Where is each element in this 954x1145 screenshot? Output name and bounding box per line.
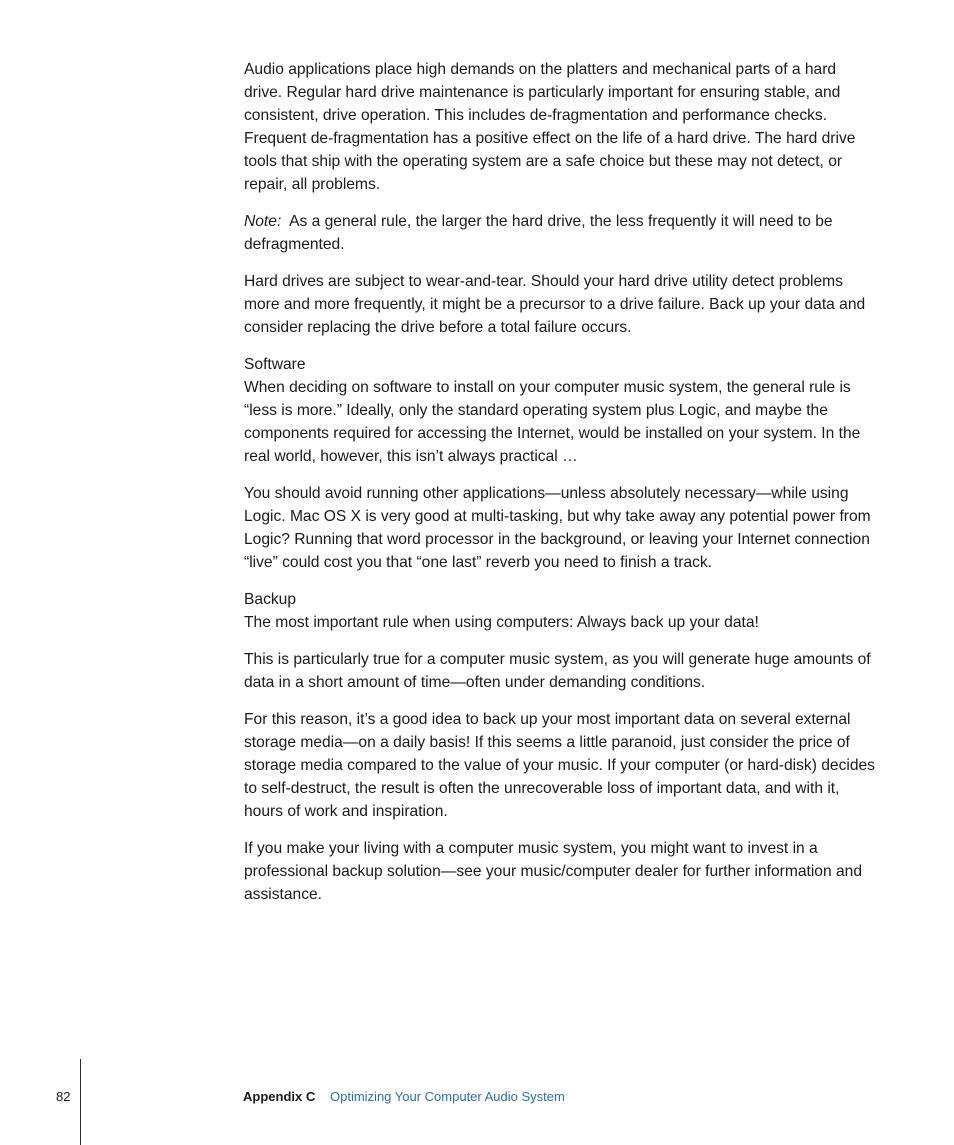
paragraph-backup-music-system: This is particularly true for a computer music system, as you will generate huge amounts of data in a short amount of time—often under demanding conditions. — [244, 651, 871, 691]
footer-chapter-link[interactable]: Optimizing Your Computer Audio System — [330, 1089, 565, 1104]
page-body — [244, 58, 876, 920]
paragraph-backup-professional: If you make your living with a computer music system, you might want to invest in a professional backup solution—see your music/computer dealer for further information and assistance. — [244, 840, 863, 903]
section-heading-software: Software — [244, 356, 306, 373]
paragraph-software-less-is-more: When deciding on software to install on your computer music system, the general rule is “less is more.” Ideally, only the standard operating system plus Logic, and maybe the components required for accessing the Internet, would be installed on your system. In the real world, however, this isn’t always practical … — [244, 379, 861, 465]
paragraph-wear-and-tear: Hard drives are subject to wear-and-tear. Should your hard drive utility detect problems more and more frequently, it might be a precursor to a drive failure. Back up your data and consider replacing the drive before a total failure occurs. — [244, 273, 866, 336]
paragraph-software-avoid-apps: You should avoid running other applications—unless absolutely necessary—while using Logic. Mac OS X is very good at multi-tasking, but why take away any potential power from Logic? Running that word processor in the background, or leaving your Internet connection “live” could cost you that “one last” reverb you need to finish a track. — [244, 485, 871, 571]
page-number: 82 — [56, 1089, 71, 1104]
note-paragraph — [244, 210, 876, 256]
paragraph-hard-drive-maintenance: Audio applications place high demands on the platters and mechanical parts of a hard drive. Regular hard drive maintenance is particularly important for ensuring stable, and consistent, drive operation. This includes de-fragmentation and performance checks. Frequent de-fragmentation has a positive effect on the life of a hard drive. The hard drive tools that ship with the operating system are a safe choice but these may not detect, or repair, all problems. — [244, 61, 856, 193]
section-heading-backup: Backup — [244, 591, 297, 608]
note-label: Note: — [244, 213, 282, 230]
note-text: As a general rule, the larger the hard drive, the less frequently it will need to be defragmented. — [244, 213, 833, 253]
footer-appendix-label: Appendix C — [243, 1089, 316, 1104]
footer-divider — [80, 1059, 81, 1145]
paragraph-backup-storage-media: For this reason, it’s a good idea to back up your most important data on several external storage media—on a daily basis! If this seems a little paranoid, just consider the price of storage media compared to the value of your music. If your computer (or hard-disk) decides to self-destruct, the result is often the unrecoverable loss of important data, and with it, hours of work and inspiration. — [244, 711, 875, 820]
paragraph-backup-rule: The most important rule when using computers: Always back up your data! — [244, 614, 759, 631]
